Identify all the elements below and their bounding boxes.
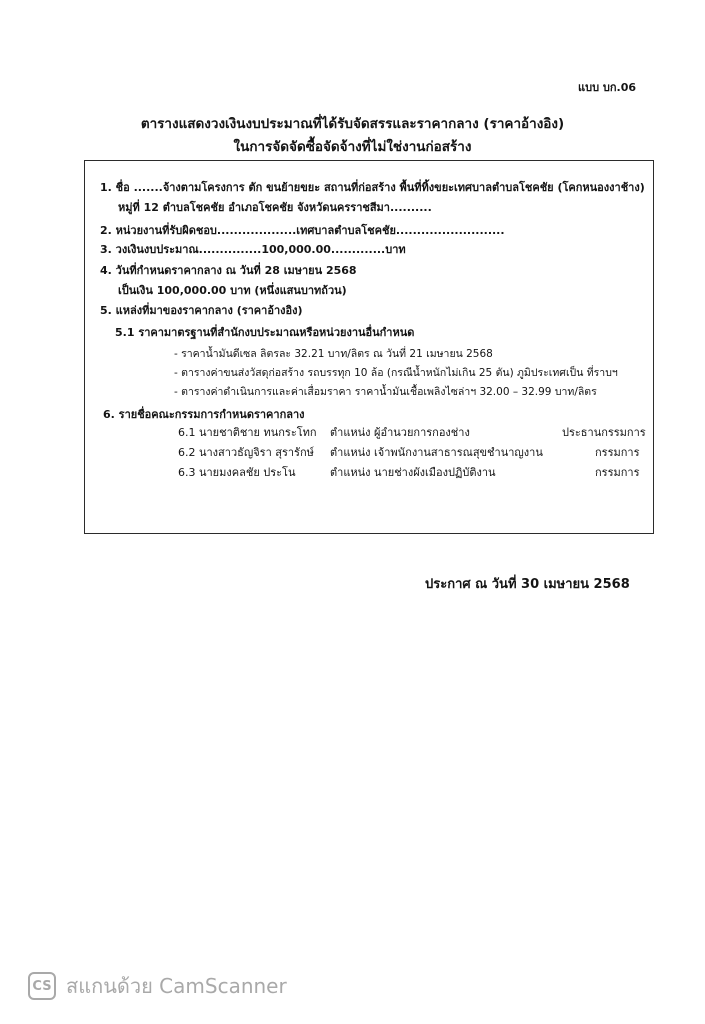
committee-member-name: 6.3 นายมงคลชัย ประโน — [178, 466, 296, 479]
item6-committee-heading: 6. รายชื่อคณะกรรมการกำหนดราคากลาง — [103, 408, 305, 421]
watermark-text: สแกนด้วย CamScanner — [66, 974, 287, 998]
item5-price-source: 5. แหล่งที่มาของราคากลาง (ราคาอ้างอิง) — [100, 304, 303, 317]
item4-price-date: 4. วันที่กำหนดราคากลาง ณ วันที่ 28 เมษายน 2568 — [100, 264, 357, 277]
committee-member-position: ตำแหน่ง เจ้าพนักงานสาธารณสุขชำนาญงาน — [330, 446, 543, 459]
item4-amount: เป็นเงิน 100,000.00 บาท (หนึ่งแสนบาทถ้วน) — [118, 284, 347, 297]
camscanner-watermark — [28, 970, 287, 1002]
item1-name-line2: หมู่ที่ 12 ตำบลโชคชัย อำเภอโชคชัย จังหวัดนครราชสีมา.......... — [118, 201, 432, 214]
committee-member-role: กรรมการ — [595, 466, 640, 479]
item2-responsible-agency: 2. หน่วยงานที่รับผิดชอบ...................เทศบาลตำบลโชคชัย.......................... — [100, 224, 505, 237]
committee-member-name: 6.2 นางสาวธัญจิรา สุรารักษ์ — [178, 446, 314, 459]
camscanner-logo-icon: CS — [28, 972, 56, 1000]
form-code: แบบ บก.06 — [578, 81, 637, 94]
committee-member-role: ประธานกรรมการ — [562, 426, 646, 439]
item5-1-standard-price: 5.1 ราคามาตรฐานที่สำนักงบประมาณหรือหน่วยงานอื่นกำหนด — [115, 326, 415, 339]
committee-member-name: 6.1 นายชาติชาย ทนกระโทก — [178, 426, 317, 439]
item1-name-line1: 1. ชื่อ .......จ้างตามโครงการ ตัก ขนย้ายขยะ สถานที่ก่อสร้าง พื้นที่ทิ้งขยะเทศบาลตำบลโชคชัย (โคกหนองงาช้าง) — [100, 181, 645, 194]
announcement-date: ประกาศ ณ วันที่ 30 เมษายน 2568 — [425, 577, 630, 592]
committee-member-position: ตำแหน่ง ผู้อำนวยการกองช่าง — [330, 426, 470, 439]
bullet-diesel-price: - ราคาน้ำมันดีเซล ลิตรละ 32.21 บาท/ลิตร ณ วันที่ 21 เมษายน 2568 — [174, 348, 493, 360]
document-title-line2: ในการจัดจัดซื้อจัดจ้างที่ไม่ใช่งานก่อสร้าง — [233, 139, 472, 155]
committee-member-role: กรรมการ — [595, 446, 640, 459]
bullet-operation-table: - ตารางค่าดำเนินการและค่าเสื่อมราคา ราคาน้ำมันเชื้อเพลิงไซล่าฯ 32.00 – 32.99 บาท/ลิตร — [174, 386, 597, 398]
committee-member-position: ตำแหน่ง นายช่างผังเมืองปฏิบัติงาน — [330, 466, 496, 479]
bullet-transport-table: - ตารางค่าขนส่งวัสดุก่อสร้าง รถบรรทุก 10 ล้อ (กรณีน้ำหนักไม่เกิน 25 ตัน) ภูมิประเทศเป็น ที่ราบฯ — [174, 367, 618, 379]
document-title-line1: ตารางแสดงวงเงินงบประมาณที่ได้รับจัดสรรและราคากลาง (ราคาอ้างอิง) — [140, 116, 565, 132]
item3-budget: 3. วงเงินงบประมาณ...............100,000.00.............บาท — [100, 243, 406, 256]
